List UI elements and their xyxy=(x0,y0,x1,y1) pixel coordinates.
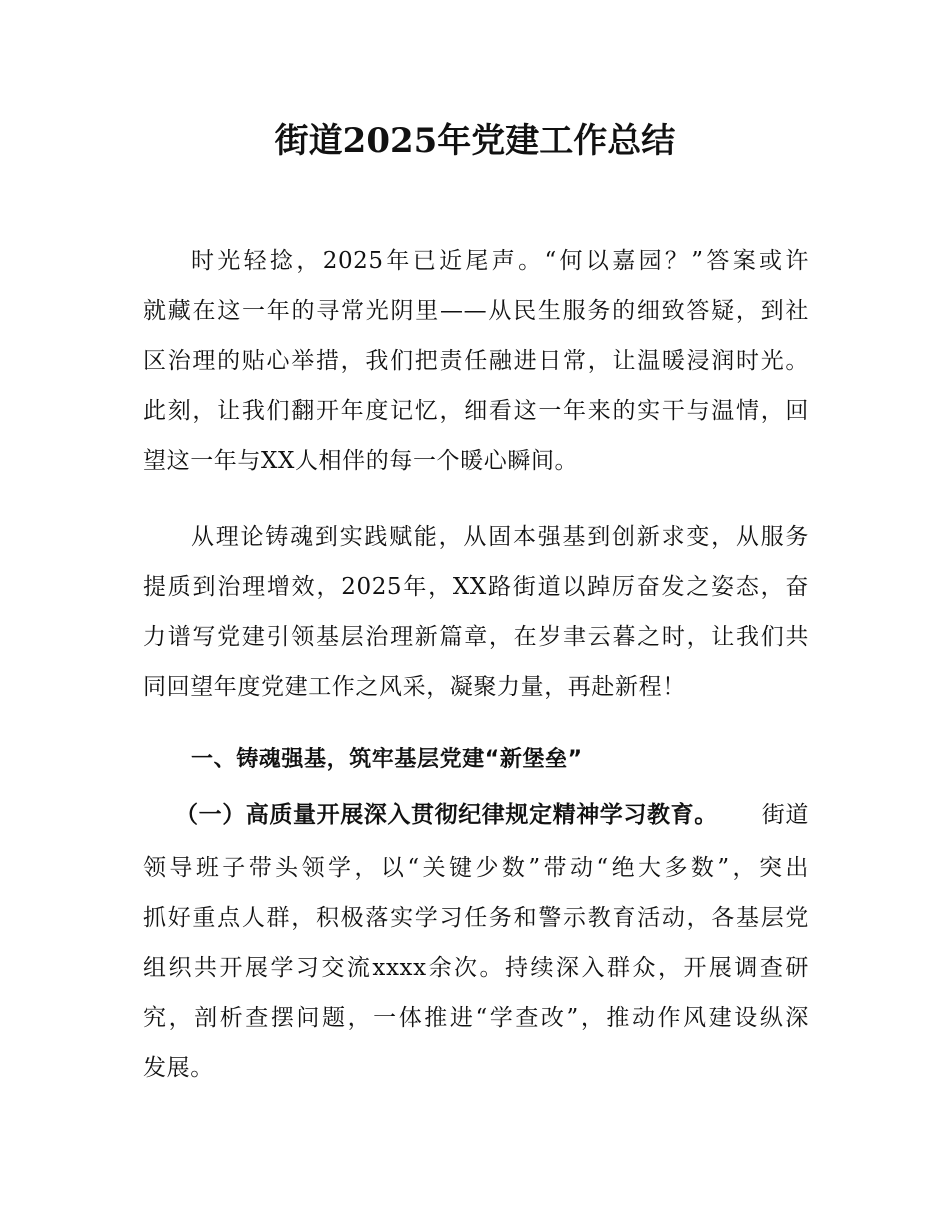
paragraph-line: 就藏在这一年的寻常光阴里——从民生服务的细致答疑，到社 xyxy=(143,298,809,324)
paragraph-line: 发展。 xyxy=(143,1055,214,1081)
paragraph-line: 力谱写党建引领基层治理新篇章，在岁聿云暮之时，让我们共 xyxy=(143,624,809,650)
paragraph-line: 望这一年与XX人相伴的每一个暖心瞬间。 xyxy=(143,448,579,474)
paragraph-line: 领导班子带头领学，以“关键少数”带动“绝大多数”，突出 xyxy=(143,855,809,881)
paragraph-line: 时光轻捻，2025年已近尾声。“何以嘉园？”答案或许 xyxy=(191,248,809,274)
paragraph-line: 提质到治理增效，2025年，XX路街道以踔厉奋发之姿态，奋 xyxy=(143,574,809,600)
paragraph-line: 从理论铸魂到实践赋能，从固本强基到创新求变，从服务 xyxy=(191,524,809,550)
paragraph-line: 组织共开展学习交流xxxx余次。持续深入群众，开展调查研 xyxy=(143,955,809,981)
subsection-first-line-text: 街道 xyxy=(761,802,809,828)
paragraph-line: 此刻，让我们翻开年度记忆，细看这一年来的实干与温情，回 xyxy=(143,398,809,424)
paragraph-line: 究，剖析查摆问题，一体推进“学查改”，推动作风建设纵深 xyxy=(143,1005,809,1031)
paragraph-line: 抓好重点人群，积极落实学习任务和警示教育活动，各基层党 xyxy=(143,905,809,931)
paragraph-line: 区治理的贴心举措，我们把责任融进日常，让温暖浸润时光。 xyxy=(143,348,809,374)
paragraph-line: 同回望年度党建工作之风采，凝聚力量，再赴新程！ xyxy=(143,674,686,700)
subsection-heading: （一）高质量开展深入贯彻纪律规定精神学习教育。 xyxy=(175,802,718,828)
document-title: 街道2025年党建工作总结 xyxy=(274,121,676,161)
subsection-first-line xyxy=(175,800,809,830)
section-heading: 一、铸魂强基，筑牢基层党建“新堡垒” xyxy=(191,747,583,772)
